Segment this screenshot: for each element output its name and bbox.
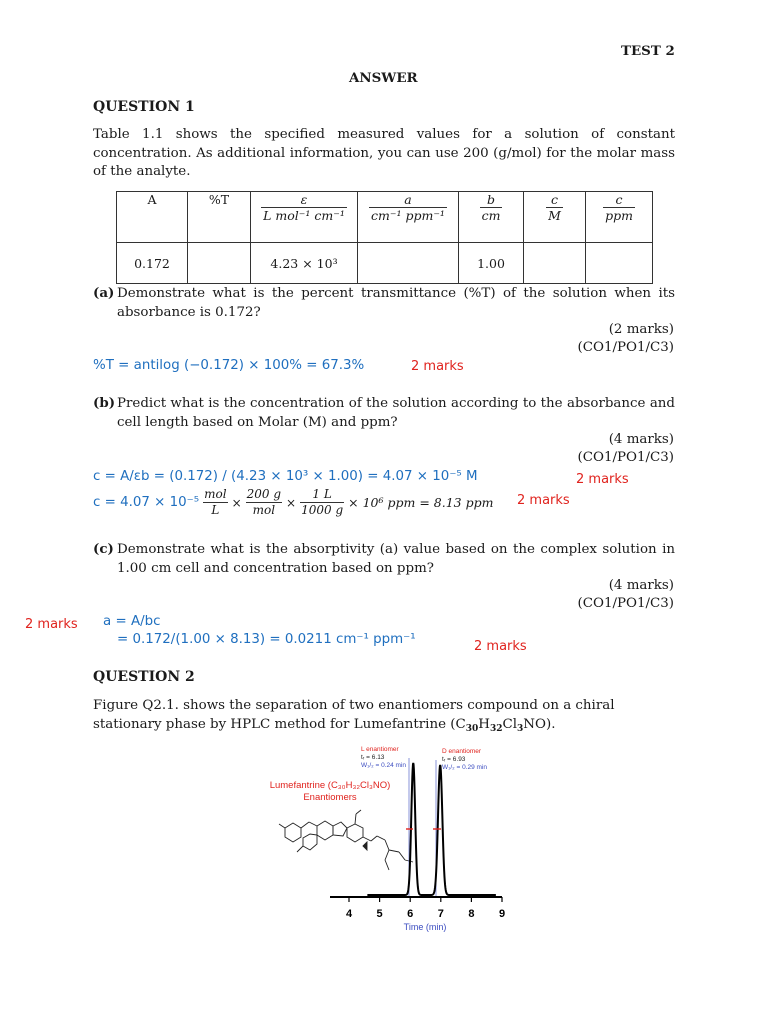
peak-1-w: W₁/₂ = 0.24 min [361,762,406,769]
fraction-mol-per-l: mol L [204,487,227,517]
part-b-label: (b) [93,395,116,411]
part-c-co: (CO1/PO1/C3) [577,596,674,611]
peak-2-w: W₁/₂ = 0.29 min [442,764,487,771]
table-header-t: %T [188,192,251,243]
peak-2-tr: tᵣ = 6.93 [442,756,466,763]
table-cell: 4.23 × 10³ [251,243,358,284]
part-b-answer-1: c = A/εb = (0.172) / (4.23 × 10³ × 1.00) = 4.07 × 10⁻⁵ M [93,469,478,484]
part-a-label: (a) [93,285,115,301]
part-c-answer-2: = 0.172/(1.00 × 8.13) = 0.0211 cm⁻¹ ppm⁻¹ [117,632,416,647]
part-a-answer-marks: 2 marks [411,359,464,374]
x-axis-label: Time (min) [403,922,447,932]
table-header-b: $\frac{b}{cm}$ [459,192,524,243]
part-c-text: Demonstrate what is the absorptivity (a) value based on the complex solution in 1.00 cm cell and concentration based on ppm? [117,542,675,576]
part-b-answer-2-marks: 2 marks [517,493,570,508]
part-c-label: (c) [93,541,114,557]
x-axis-tick-label: 4 [345,908,353,920]
table-header-epsilon: $\frac{\varepsilon}{\text{L mol⁻¹ cm⁻¹}}$ [251,192,358,243]
table-header-c-ppm: $\frac{c}{\text{ppm}}$ [586,192,653,243]
table-cell: 0.172 [117,243,188,284]
part-a-marks: (2 marks) [608,322,674,337]
table-cell [358,243,459,284]
x-axis-tick-label: 8 [468,908,475,920]
question-1-title: QUESTION 1 [93,99,195,115]
fraction-g-per-mol: 200 g mol [246,487,282,517]
x-axis-tick-label: 5 [376,908,383,920]
test-label: TEST 2 [621,43,675,59]
part-a-answer: %T = antilog (−0.172) × 100% = 67.3% [93,358,365,373]
table-1-1 [116,191,653,284]
part-b-marks: (4 marks) [608,432,674,447]
compound-label-2: Enantiomers [303,792,357,803]
table-cell [188,243,251,284]
x-axis-tick-label: 9 [498,908,506,920]
table-cell: 1.00 [459,243,524,284]
x-axis-tick-label: 7 [437,908,444,920]
part-c-marks: (4 marks) [608,578,674,593]
table-header-c-molar: $\frac{c}{M}$ [524,192,586,243]
question-2-intro: Figure Q2.1. shows the separation of two enantiomers compound on a chiral stationary phase by HPLC method for Lumefantrine $(C_{30}H_{32}Cl_3NO)$. [93,698,615,734]
answer-title: ANSWER [349,70,418,86]
part-a-co: (CO1/PO1/C3) [577,340,674,355]
answer-2-suffix: × 10⁶ ppm = 8.13 ppm [348,495,494,510]
question-1-intro: Table 1.1 shows the specified measured values for a solution of constant concentration. As additional information, you can use 200 (g/mol) for the molar mass of the analyte. [93,127,675,179]
part-c-side-marks: 2 marks [25,617,78,632]
part-b-co: (CO1/PO1/C3) [577,450,674,465]
part-a-text: Demonstrate what is the percent transmittance (%T) of the solution when its absorbance is 0.172? [117,286,675,320]
peak-2-name: D enantiomer [442,748,482,755]
peak-1-tr: tᵣ = 6.13 [361,754,385,761]
x-axis-tick-label: 6 [407,908,414,920]
peak-1-name: L enantiomer [361,746,399,753]
part-b-answer-2: c = 4.07 × 10⁻⁵ mol L × 200 g mol × $\frac{1 L}{1000 g}$ × 10⁶ ppm = 8.13 ppm [93,487,494,517]
table-cell [586,243,653,284]
part-b-answer-1-marks: 2 marks [576,472,629,487]
part-c-answer-1: a = A/bc [103,614,161,629]
part-c-answer-2-marks: 2 marks [474,639,527,654]
table-header-a: A [117,192,188,243]
lumefantrine-structure-icon [279,810,413,870]
chromatogram-figure [255,742,515,934]
fraction-l-per-g: $\frac{1 L}{1000 g}$ [301,487,344,517]
compound-label: Lumefantrine (C₃₀H₃₂Cl₃NO) [269,780,391,791]
table-header-absorptivity: $\frac{a}{\text{cm⁻¹ ppm⁻¹}}$ [358,192,459,243]
part-b-text: Predict what is the concentration of the solution according to the absorbance and cell length based on Molar (M) and ppm? [117,396,675,430]
question-2-title: QUESTION 2 [93,669,195,685]
table-cell [524,243,586,284]
answer-2-prefix: c = 4.07 × 10⁻⁵ [93,495,200,510]
